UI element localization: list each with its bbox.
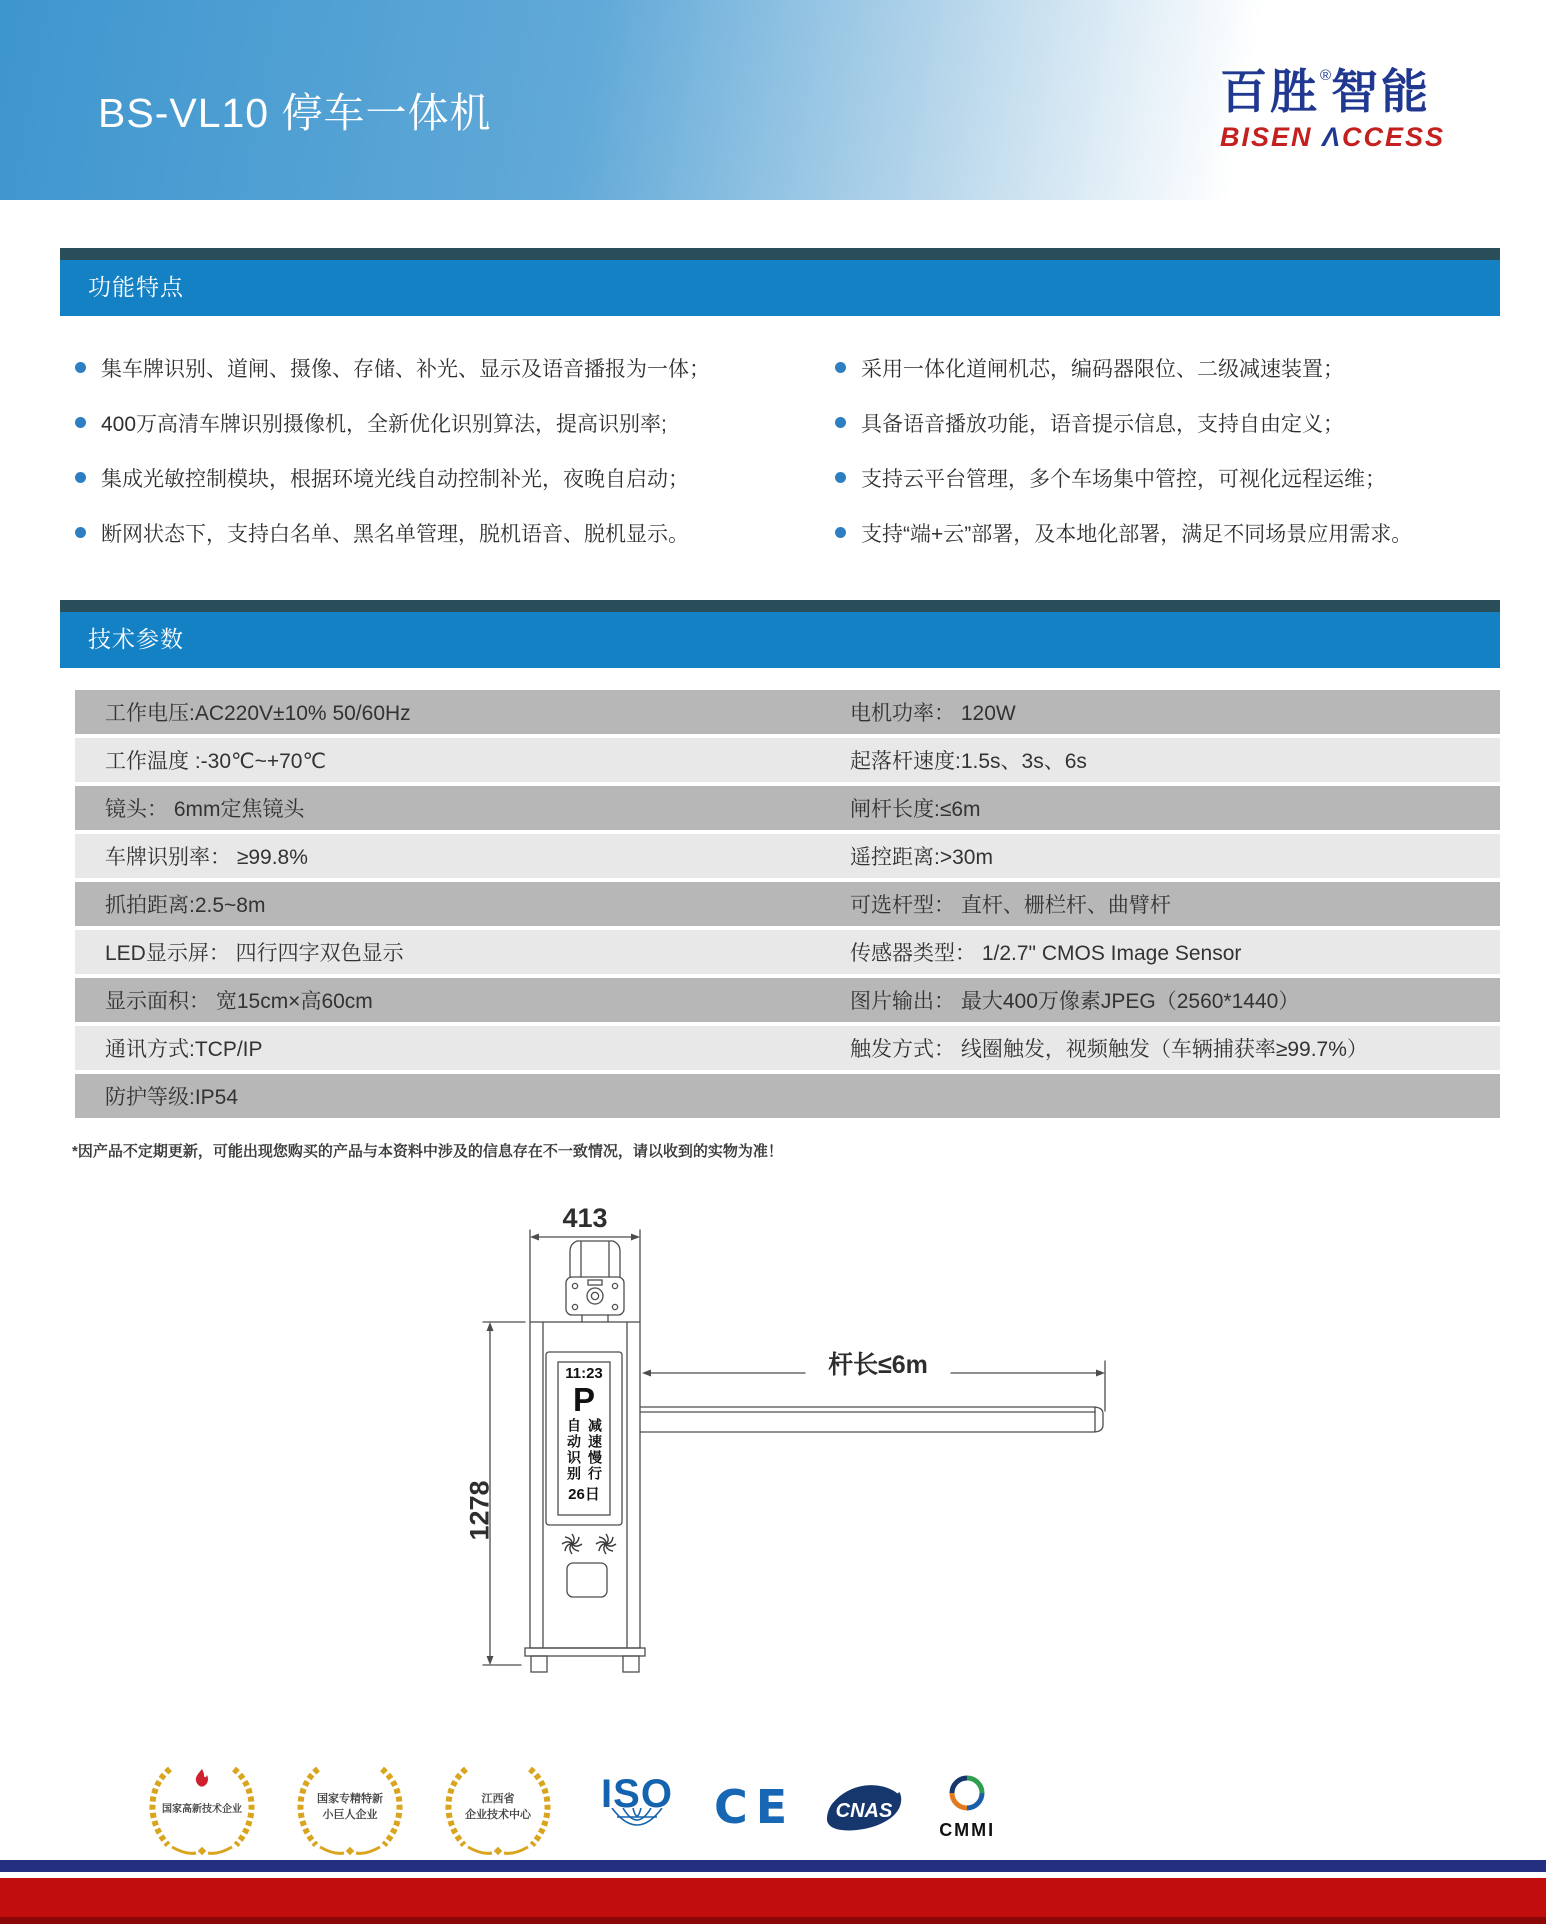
table-row <box>75 786 1500 830</box>
spec-cell: 工作电压:AC220V±10% 50/60Hz <box>105 702 411 725</box>
cert-jiangxi-tech-center <box>436 1757 560 1857</box>
display-text-columns <box>565 1418 603 1482</box>
spec-cell: 闸杆长度:≤6m <box>850 798 981 821</box>
cmmi-globe-icon <box>946 1773 988 1813</box>
spec-cell: 起落杆速度:1.5s、3s、6s <box>850 750 1087 773</box>
display-time: 11:23 <box>565 1365 603 1382</box>
cnas-badge-icon <box>819 1774 907 1840</box>
cnas-logo-text: CNAS <box>835 1800 893 1822</box>
features-column-right <box>835 340 1515 560</box>
feature-item <box>835 340 1515 395</box>
bullet-icon <box>835 527 846 538</box>
table-row <box>75 690 1500 734</box>
registered-mark: ® <box>1320 67 1332 84</box>
table-row <box>75 882 1500 926</box>
dimension-arm-length: 杆长≤6m <box>828 1351 928 1379</box>
bullet-icon <box>75 362 86 373</box>
table-row <box>75 834 1500 878</box>
laurel-wreath-icon <box>436 1757 560 1857</box>
spec-cell: 图片输出： 最大400万像素JPEG（2560*1440） <box>850 990 1300 1013</box>
brand-en-a: Λ <box>1322 122 1343 152</box>
dimension-width: 413 <box>562 1203 608 1233</box>
bullet-icon <box>75 417 86 428</box>
certification-logos <box>140 1755 1003 1859</box>
brand-cn-2: 智能 <box>1331 65 1432 118</box>
barrier-gate-outline-drawing <box>455 1215 1115 1740</box>
brand-logo <box>1220 50 1506 153</box>
feature-text: 400万高清车牌识别摄像机，全新优化识别算法，提高识别率; <box>101 412 667 436</box>
feature-item <box>75 505 795 560</box>
cert-national-high-tech <box>140 1757 264 1857</box>
cert-ce-mark: CE <box>714 1780 796 1834</box>
page-title: BS-VL10 停车一体机 <box>98 90 492 136</box>
features-section-header: 功能特点 <box>60 248 1500 316</box>
dimension-height: 1278 <box>464 1480 495 1541</box>
table-row <box>75 1026 1500 1070</box>
bullet-icon <box>835 362 846 373</box>
cert-label: 国家高新技术企业 <box>162 1804 242 1815</box>
spec-cell: 车牌识别率： ≥99.8% <box>105 846 308 869</box>
brand-en-bisen: BISEN <box>1220 122 1323 152</box>
footer-red-stripe <box>0 1878 1546 1924</box>
bullet-icon <box>835 472 846 483</box>
feature-text: 采用一体化道闸机芯，编码器限位、二级减速装置； <box>861 357 1344 381</box>
footer-navy-stripe <box>0 1860 1546 1872</box>
features-column-left <box>75 340 795 560</box>
feature-item <box>75 340 795 395</box>
table-row <box>75 930 1500 974</box>
technical-drawing <box>455 1203 1115 1740</box>
bullet-icon <box>835 417 846 428</box>
table-row <box>75 1074 1500 1118</box>
led-display-content <box>558 1363 610 1514</box>
table-row <box>75 738 1500 782</box>
cert-label: 企业技术中心 <box>465 1809 531 1821</box>
feature-text: 断网状态下，支持白名单、黑名单管理，脱机语音、脱机显示。 <box>101 522 689 546</box>
cert-cmmi <box>931 1773 1003 1841</box>
page-header <box>0 0 1546 200</box>
fan-icon <box>562 1534 582 1554</box>
display-date: 26日 <box>568 1486 600 1503</box>
spec-table <box>75 690 1500 1122</box>
feature-text: 支持云平台管理，多个车场集中管控，可视化远程运维； <box>861 467 1386 491</box>
feature-item <box>835 505 1515 560</box>
spec-cell: 抓拍距离:2.5~8m <box>105 894 266 917</box>
globe-icon <box>608 1808 666 1834</box>
table-row <box>75 978 1500 1022</box>
feature-item <box>75 450 795 505</box>
feature-text: 具备语音播放功能，语音提示信息，支持自由定义； <box>861 412 1344 436</box>
bullet-icon <box>75 527 86 538</box>
cert-iso <box>584 1771 690 1839</box>
specs-section-header: 技术参数 <box>60 600 1500 668</box>
brand-logo-en <box>1220 122 1506 153</box>
cert-label: 江西省 <box>481 1793 515 1805</box>
feature-text: 支持“端+云”部署，及本地化部署，满足不同场景应用需求。 <box>861 522 1413 546</box>
brand-en-ccess: CCESS <box>1342 122 1446 152</box>
spec-cell: 触发方式： 线圈触发，视频触发（车辆捕获率≥99.7%） <box>850 1038 1368 1061</box>
bullet-icon <box>75 472 86 483</box>
fan-icon <box>596 1534 616 1554</box>
feature-text: 集车牌识别、道闸、摄像、存储、补光、显示及语音播报为一体； <box>101 357 710 381</box>
cert-cnas <box>819 1774 907 1840</box>
cert-label: 国家专精特新 <box>317 1793 383 1805</box>
cert-little-giant <box>288 1757 412 1857</box>
feature-text: 集成光敏控制模块，根据环境光线自动控制补光，夜晚自启动； <box>101 467 689 491</box>
brand-cn-1: 百胜 <box>1220 65 1320 118</box>
spec-cell: 显示面积： 宽15cm×高60cm <box>105 990 373 1013</box>
disclaimer-footnote: *因产品不定期更新，可能出现您购买的产品与本资料中涉及的信息存在不一致情况，请以收到的实物为准！ <box>72 1143 783 1160</box>
brand-logo-cn <box>1220 50 1506 118</box>
feature-item <box>835 395 1515 450</box>
laurel-wreath-icon <box>288 1757 412 1857</box>
iso-logo-text: ISO <box>601 1771 673 1816</box>
spec-cell: 通讯方式:TCP/IP <box>105 1038 263 1061</box>
display-col-left: 自动识别 <box>566 1418 582 1482</box>
spec-cell: LED显示屏： 四行四字双色显示 <box>105 942 404 965</box>
spec-cell: 可选杆型： 直杆、栅栏杆、曲臂杆 <box>850 894 1171 917</box>
spec-cell: 镜头： 6mm定焦镜头 <box>105 798 305 821</box>
spec-cell: 传感器类型： 1/2.7" CMOS Image Sensor <box>850 942 1242 965</box>
spec-cell: 防护等级:IP54 <box>105 1086 239 1109</box>
feature-item <box>835 450 1515 505</box>
display-col-right: 减速慢行 <box>587 1418 603 1482</box>
spec-cell: 电机功率： 120W <box>850 702 1016 725</box>
spec-cell: 工作温度 :-30℃~+70℃ <box>105 750 327 773</box>
flame-icon <box>195 1769 209 1789</box>
display-parking-letter: P <box>572 1381 595 1418</box>
cert-label: 小巨人企业 <box>322 1809 378 1821</box>
spec-cell: 遥控距离:>30m <box>850 846 993 869</box>
cmmi-logo-text: CMMI <box>939 1820 996 1840</box>
feature-item <box>75 395 795 450</box>
